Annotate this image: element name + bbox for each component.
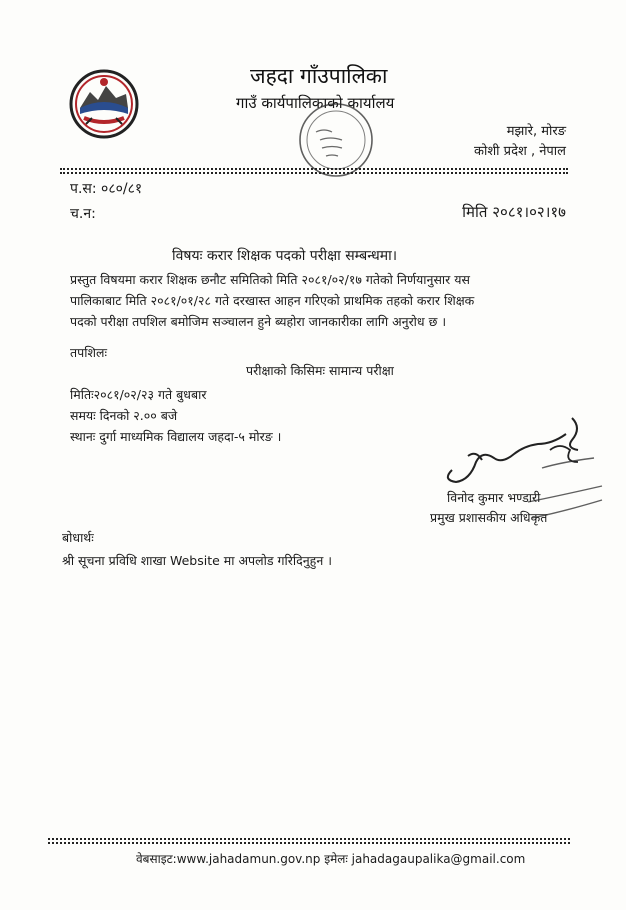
- signatory-name: विनोद कुमार भण्डारी: [447, 490, 541, 505]
- letter-date: मिति २०८१।०२।१७: [462, 203, 566, 221]
- org-name: जहदा गाँउपालिका: [250, 64, 388, 88]
- cc-item: श्री सूचना प्रविधि शाखा Website मा अपलोड गरिदिनुहुन ।: [62, 553, 332, 568]
- letter-subject: विषयः करार शिक्षक पदको परीक्षा सम्बन्धमा।: [172, 248, 397, 264]
- exam-details: [70, 384, 281, 447]
- footer-contact: वेबसाइट:www.jahadamun.gov.np इमेलः jahadagaupalika@gmail.com: [136, 852, 526, 866]
- footer-divider: [48, 842, 570, 844]
- footer-divider: [48, 838, 570, 840]
- signatory-title: प्रमुख प्रशासकीय अधिकृत: [430, 510, 548, 525]
- exam-venue: स्थानः दुर्गा माध्यमिक विद्यालय जहदा-५ मोरङ ।: [70, 429, 282, 444]
- exam-time: समयः दिनको २.०० बजे: [70, 408, 178, 423]
- office-name: गाउँ कार्यपालिकाको कार्यालय: [236, 94, 395, 112]
- header-divider: [60, 172, 568, 174]
- cc-label: बोधार्थः: [62, 530, 94, 545]
- body-line: प्रस्तुत विषयमा करार शिक्षक छनौट समितिको मिति २०८१/०२/१७ गतेको निर्णयानुसार यस: [70, 272, 470, 287]
- body-paragraph: [70, 269, 562, 332]
- address-line-1: मझारे, मोरङ: [506, 124, 566, 139]
- nepal-emblem-icon: [66, 66, 142, 142]
- details-label: तपशिलः: [70, 345, 107, 360]
- exam-date: मितिः२०८१/०२/२३ गते बुधबार: [70, 387, 207, 402]
- address-line-2: कोशी प्रदेश , नेपाल: [473, 144, 566, 159]
- body-line: पदको परीक्षा तपशिल बमोजिम सञ्चालन हुने ब्यहोरा जानकारीका लागि अनुरोध छ ।: [70, 314, 447, 329]
- exam-type: परीक्षाको किसिमः सामान्य परीक्षा: [246, 363, 394, 378]
- body-line: पालिकाबाट मिति २०८१/०१/२८ गते दरखास्त आहन गरिएको प्राथमिक तहको करार शिक्षक: [70, 293, 475, 308]
- header-divider: [60, 168, 568, 170]
- reference-number: प.स: ०८०/८१: [70, 181, 143, 197]
- dispatch-number: च.न:: [70, 206, 96, 222]
